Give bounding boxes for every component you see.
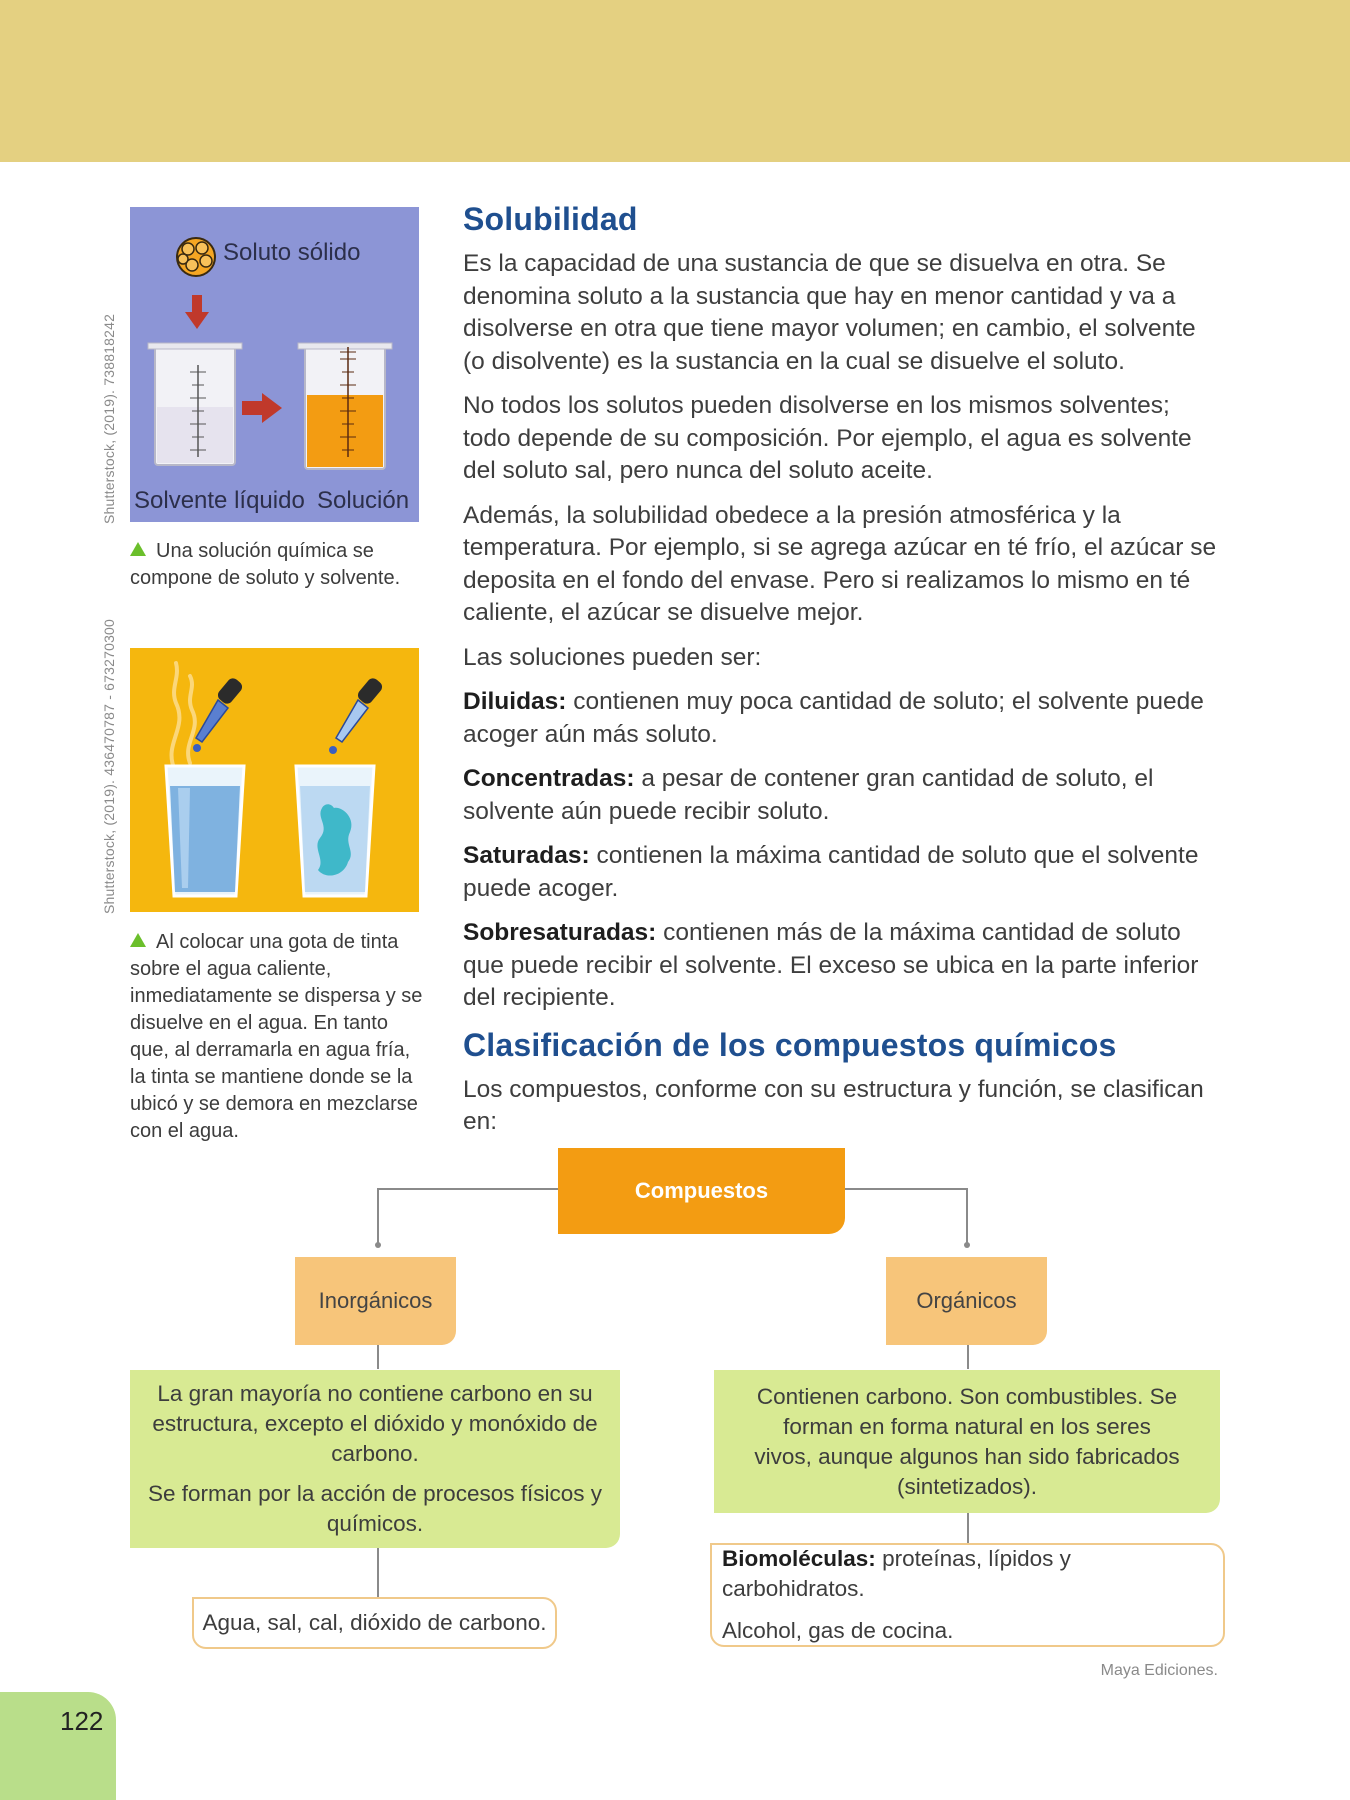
solute-label: Soluto sólido [223,239,361,266]
image-credit-2: Shutterstock, (2019). 436470787 - 673270300 [101,618,117,914]
connector-organic-examples [967,1512,969,1544]
inorganicos-node: Inorgánicos [295,1257,456,1345]
triangle-marker-icon [130,542,146,556]
organicos-node: Orgánicos [886,1257,1047,1345]
clasificacion-intro: Los compuestos, conforme con su estructura y función, se clasifican en: [463,1075,1204,1135]
paragraph-4: Las soluciones pueden ser: [463,643,762,671]
header-band [0,0,1350,162]
connector-inorganic-examples [377,1547,379,1599]
type-sobresaturadas: Sobresaturadas: contienen más de la máxima cantidad de soluto que puede recibir el solvente. El exceso se ubica en la parte inferior del recipiente. [463,919,1199,1011]
dropper-right-icon [329,676,384,754]
solute-ball-icon [177,238,215,276]
connector-right-down [966,1188,968,1244]
triangle-marker-icon [130,933,146,947]
right-arrow-icon [242,393,282,423]
inorganicos-examples: Agua, sal, cal, dióxido de carbono. [192,1597,557,1649]
organicos-description: Contienen carbono. Son combustibles. Se forman en forma natural en los seres vivos, aunque algunos han sido fabricados (sintetizados). [714,1370,1220,1513]
solution-label: Solución [317,487,410,514]
paragraph-1: Es la capacidad de una sustancia de que se disuelva en otra. Se denomina soluto a la sustancia que hay en menor cantidad y va a disolverse en otra que tiene mayor volumen; en cambio, el solvente (o disolvente) es la sustancia en la cual se disuelve el soluto. [463,250,1196,375]
inorganicos-desc-2: Se forman por la acción de procesos físicos y químicos. [148,1481,602,1536]
compuestos-node: Compuestos [558,1148,845,1234]
glasses-graphic [130,648,419,912]
ink-water-illustration [130,648,419,912]
down-arrow-icon [185,295,209,329]
solvent-beaker [148,343,242,465]
connector-dot-left [375,1242,381,1248]
cold-water-glass [296,766,374,896]
image-credit-1: Shutterstock, (2019). 738818242 [101,313,117,524]
clasificacion-title: Clasificación de los compuestos químicos [463,1026,1117,1063]
paragraph-3: Además, la solubilidad obedece a la presión atmosférica y la temperatura. Por ejemplo, si se agrega azúcar en té frío, el azúcar se deposita en el fondo del envase. Pero si realizamos lo mismo en té caliente, el azúcar se disuelve mejor. [463,501,1217,626]
figure1-caption: Una solución química se compone de soluto y solvente. [130,540,401,589]
type-concentradas: Concentradas: a pesar de contener gran cantidad de soluto, el solvente aún puede recibir soluto. [463,765,1154,825]
paragraph-2: No todos los solutos pueden disolverse en los mismos solventes; todo depende de su composición. Por ejemplo, el agua es solvente del soluto sal, pero nunca del soluto aceite. [463,392,1192,484]
inorganicos-desc-1: La gran mayoría no contiene carbono en su estructura, excepto el dióxido y monóxido de carbono. [152,1381,598,1466]
figure2-caption: Al colocar una gota de tinta sobre el agua caliente, inmediatamente se dispersa y se disuelve en el agua. En tanto que, al derramarla en agua fría, la tinta se mantiene donde se la ubicó y se demora en mezclarse con el agua. [130,931,423,1142]
type-diluidas: Diluidas: contienen muy poca cantidad de soluto; el solvente puede acoger aún más soluto. [463,688,1204,748]
biomoleculas-line: Biomoléculas: proteínas, lípidos y carbohidratos. [722,1546,1071,1601]
solvent-label: Solvente líquido [134,487,305,514]
connector-left-down [377,1188,379,1244]
main-content [463,201,1223,1151]
steam-icon [171,663,194,768]
organicos-examples [710,1543,1225,1647]
connector-dot-right [964,1242,970,1248]
connector-organic-desc [967,1345,969,1369]
solution-beaker [298,343,392,469]
solubilidad-title: Solubilidad [463,201,638,237]
inorganicos-description [130,1370,620,1548]
solution-illustration [130,207,419,522]
connector-inorganic-desc [377,1345,379,1369]
type-saturadas: Saturadas: contienen la máxima cantidad de soluto que el solvente puede acoger. [463,842,1199,902]
hot-water-glass [166,766,244,896]
dropper-left-icon [193,676,244,752]
alcohol-line: Alcohol, gas de cocina. [722,1618,954,1643]
page-number: 122 [60,1706,104,1736]
publisher-credit: Maya Ediciones. [1100,1662,1218,1679]
